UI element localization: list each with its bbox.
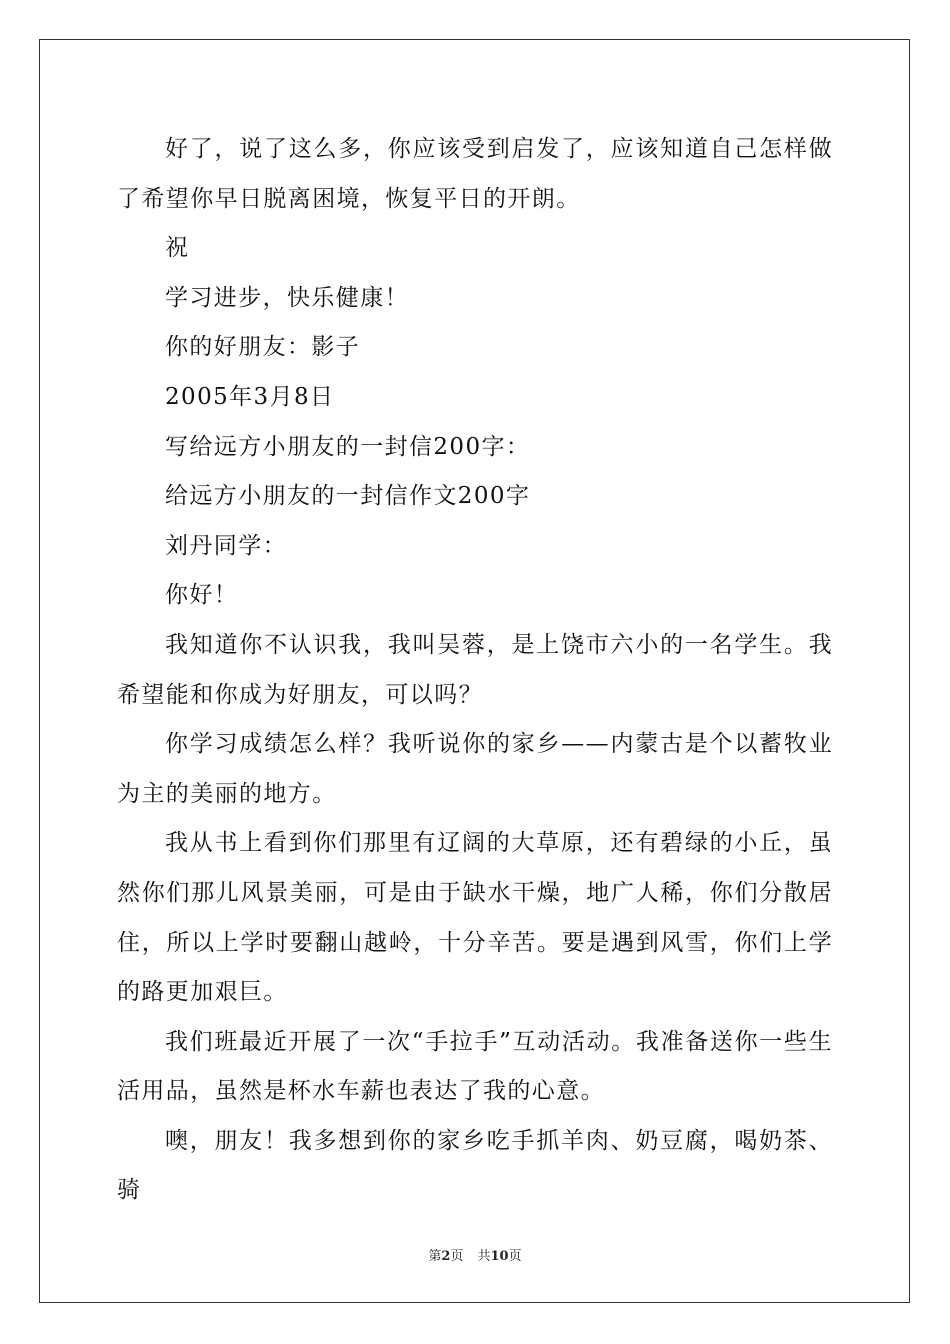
page-prefix: 第 bbox=[428, 1249, 442, 1264]
paragraph: 我们班最近开展了一次“手拉手”互动活动。我准备送你一些生活用品，虽然是杯水车薪也表达了我的心意。 bbox=[117, 1028, 833, 1105]
paragraph: 好了，说了这么多，你应该受到启发了，应该知道自己怎样做了希望你早日脱离困境，恢复平日的开朗。 bbox=[117, 136, 833, 212]
page-suffix: 页 bbox=[450, 1249, 464, 1264]
paragraph: 你学习成绩怎么样？我听说你的家乡——内蒙古是个以蓄牧业为主的美丽的地方。 bbox=[117, 731, 833, 807]
paragraph: 噢，朋友！我多想到你的家乡吃手抓羊肉、奶豆腐，喝奶茶、骑 bbox=[117, 1127, 833, 1204]
page-number: 2 bbox=[441, 1249, 451, 1264]
total-pages: 10 bbox=[490, 1249, 509, 1264]
total-suffix: 页 bbox=[508, 1249, 522, 1264]
paragraph: 祝 bbox=[165, 235, 190, 262]
paragraph: 你的好朋友：影子 bbox=[165, 334, 361, 361]
page-footer bbox=[0, 1249, 950, 1265]
paragraph: 2005年3月8日 bbox=[165, 383, 335, 410]
total-prefix: 共 bbox=[477, 1249, 491, 1264]
paragraph: 你好！ bbox=[165, 582, 239, 609]
paragraph: 给远方小朋友的一封信作文200字 bbox=[165, 483, 531, 510]
paragraph: 刘丹同学： bbox=[165, 532, 287, 559]
paragraph: 我从书上看到你们那里有辽阔的大草原，还有碧绿的小丘，虽然你们那儿风景美丽，可是由于缺水干燥，地广人稀，你们分散居住，所以上学时要翻山越岭，十分辛苦。要是遇到风雪，你们上学的路更加艰巨。 bbox=[117, 830, 833, 1006]
paragraph: 我知道你不认识我，我叫吴蓉，是上饶市六小的一名学生。我希望能和你成为好朋友，可以吗？ bbox=[117, 631, 833, 708]
paragraph: 写给远方小朋友的一封信200字： bbox=[165, 433, 531, 460]
document-body bbox=[117, 125, 833, 1216]
paragraph: 学习进步，快乐健康！ bbox=[165, 284, 409, 311]
